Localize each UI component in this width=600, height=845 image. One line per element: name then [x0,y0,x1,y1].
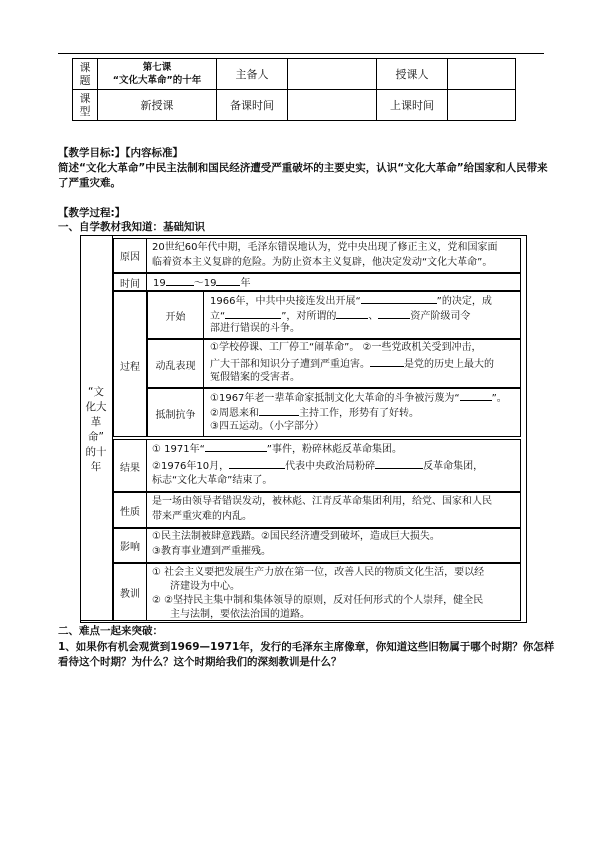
start-blank-2[interactable] [225,308,281,319]
chaos-text-2: 广大干部和知识分子遭到严重迫害。 是党的历史上最大的 [210,356,520,372]
objectives-text-2: 了严重灾难。 [58,177,121,189]
process-label: 过程 [120,362,140,373]
lesson-text-4: 主与法制，要依法治国的道路。 [170,609,310,620]
result-text-3: 标志“文化大革命”结束了。 [152,475,273,486]
lesson-text-2: 济建设为中心。 [170,581,240,592]
nature-text-1: 是一场由领导者错误发动，被林彪、江青反革命集团利用，给党、国家和人民 [152,496,492,507]
resist-blank-1[interactable] [460,390,492,401]
lesson-header-table [72,58,516,121]
impact-label: 影响 [120,542,140,553]
impact-text-1: ①民主法制被肆意践踏。②国民经济遭受到破坏，造成巨大损失。 [152,531,440,542]
time-blank-2[interactable] [216,275,240,286]
shouke-value[interactable] [448,59,516,90]
section-1-heading: 一、自学教材我知道：基础知识 [58,221,205,233]
top-rule [58,53,544,54]
lesson-title: “文化大革命”的十年 [112,75,202,86]
start-text-1: 1966年，中共中央接连发出开展“ ”的决定，成 [210,293,520,309]
chaos-text-3: 冤假错案的受害者。 [210,372,300,383]
process-heading: 【教学过程:】 [58,207,126,219]
kexing-value: 新授课 [98,90,217,121]
beike-value[interactable] [288,90,377,121]
cause-text-1: 20世纪60年代中期，毛泽东错误地认为，党中央出现了修正主义，党和国家面 [152,242,498,253]
beike-label: 备课时间 [217,90,288,121]
impact-text-2: ③教育事业遭到严重摧残。 [152,546,271,557]
section-2-heading: 二、难点一起来突破： [58,625,163,637]
time-range: 19 ～19 年 [153,275,250,291]
result-blank-3[interactable] [375,458,423,469]
side-title-column [80,235,113,621]
chaos-label: 动乱表现 [155,361,196,372]
resist-label: 抵制抗争 [155,410,196,421]
question-1-line-2: 看待这个时期？为什么？这个时期给我们的深刻教训是什么？ [58,656,342,668]
start-text-3: 部进行错误的斗争。 [210,323,300,334]
side-title: “文 化大 革 命” 的十 年 [85,386,107,473]
shangke-label: 上课时间 [377,90,448,121]
keti-label: 课题 [73,59,98,90]
start-blank-1[interactable] [361,293,437,304]
zhubei-label: 主备人 [217,59,288,90]
objectives-text-1: 简述“文化大革命”中民主法制和国民经济遭受严重破坏的主要史实，认识“文化大革命”给国家和人民带来 [58,162,548,174]
resist-blank-2[interactable] [259,405,299,416]
shangke-value[interactable] [448,90,516,121]
result-label: 结果 [120,463,140,474]
resist-text-3: ③四五运动。（小字部分） [210,421,324,432]
objectives-heading: 【教学目标:】【内容标准】 [58,147,183,159]
kexing-label: 课型 [73,90,98,121]
chaos-blank[interactable] [370,356,404,367]
start-blank-3[interactable] [336,308,368,319]
start-label: 开始 [165,312,186,323]
result-blank-2[interactable] [229,458,285,469]
nature-label: 性质 [120,507,140,518]
lesson-label: 教训 [120,589,140,600]
lesson-title-cell [98,59,217,90]
lesson-text-1: ① 社会主义要把发展生产力放在第一位，改善人民的物质文化生活，要以经 [152,567,485,578]
start-blank-4[interactable] [378,308,410,319]
lesson-number: 第七课 [142,62,172,73]
resist-text-1: ①1967年老一辈革命家抵制文化大革命的斗争被污蔑为“ ”。 [210,390,520,406]
chaos-text-1: ①学校停课、工厂停工“闹革命”。 ②一些党政机关受到冲击， [210,342,482,353]
time-blank-1[interactable] [166,275,194,286]
cause-text-2: 临着资本主义复辟的危险。为防止资本主义复辟，他决定发动“文化大革命”。 [152,257,493,268]
shouke-label: 授课人 [377,59,448,90]
question-1-line-1: 1、如果你有机会观赏到1969—1971年，发行的毛泽东主席像章，你知道这些旧物属于哪个时期？你怎样 [58,641,555,653]
cause-label: 原因 [120,252,140,263]
time-label: 时间 [120,279,140,290]
start-text-2: 立“ ”，对所谓的 、 资产阶级司令 [210,308,520,324]
lesson-text-3: ② ②坚持民主集中制和集体领导的原则，反对任何形式的个人崇拜，健全民 [152,595,484,606]
result-text-2: ②1976年10月， 代表中央政治局粉碎 反革命集团， [152,458,522,474]
nature-text-2: 带来严重灾难的内乱。 [152,511,252,522]
result-blank-1[interactable] [205,441,267,452]
resist-text-2: ②周恩来和 主持工作，形势有了好转。 [210,405,520,421]
result-text-1: ① 1971年“ ”事件，粉碎林彪反革命集团。 [152,441,522,457]
zhubei-value[interactable] [288,59,377,90]
